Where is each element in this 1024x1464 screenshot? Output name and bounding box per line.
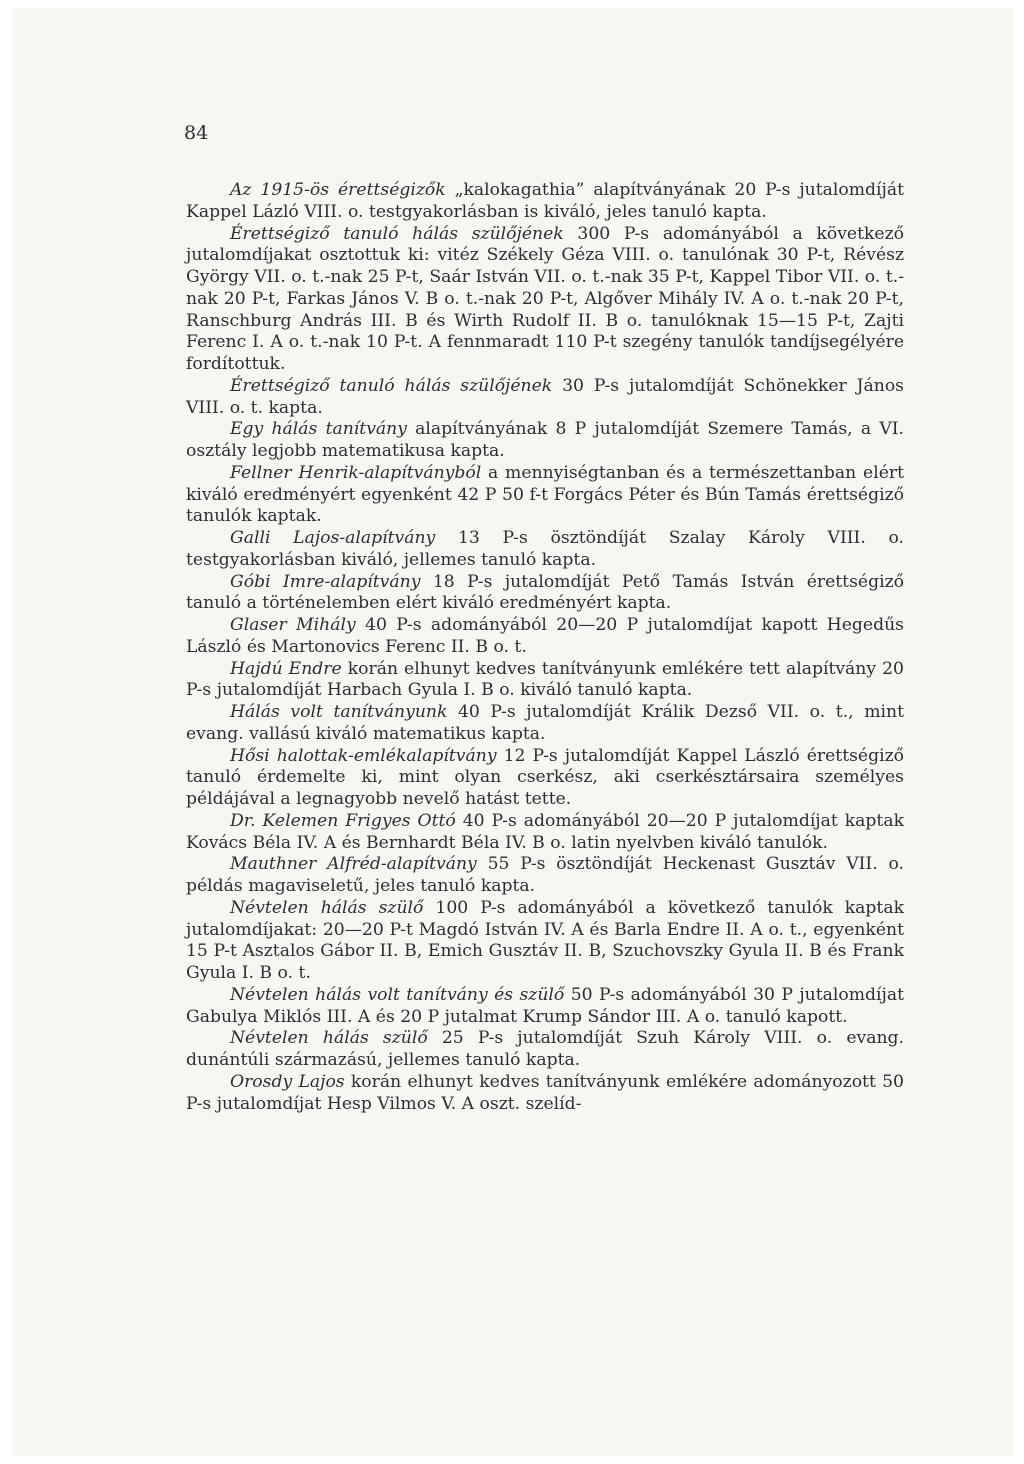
paragraph-lead: Galli Lajos-alapítvány <box>230 528 436 548</box>
paragraph-text: 13 P-s ösztöndíját Szalay Károly VIII. o. testgyakorlásban kiváló, jellemes tanuló kapta. <box>186 528 905 570</box>
paragraph-lead: Névtelen hálás szülő <box>230 897 424 918</box>
paragraph <box>186 702 904 746</box>
paragraph <box>186 811 904 855</box>
paragraph <box>186 463 904 528</box>
paragraph-text: 100 P-s adományából a következő tanulók kaptak jutalomdíjakat: 20—20 P-t Magdó István IV. A és Barla Endre II. A o. t., egyenként 15 P-t Asztalos Gábor II. B, Emich Gusztáv II. B, Szuchovszky Gyula II. B és Frank Gyula I. B o. t. <box>186 897 905 983</box>
paragraph-lead: Egy hálás tanítvány <box>230 419 407 440</box>
paragraph <box>186 985 904 1029</box>
paragraph-lead: Mauthner Alfréd-alapítvány <box>230 854 477 875</box>
paragraph-lead: Fellner Henrik-alapítványból <box>230 462 482 483</box>
book-page <box>12 8 1014 1456</box>
paragraph-lead: Érettségiző tanuló hálás szülőjének <box>230 223 564 244</box>
paragraph <box>186 659 904 703</box>
paragraph-text: 50 P-s adományából 30 P jutalomdíjat Gabulya Miklós III. A és 20 P jutalmat Krump Sándor III. A o. tanuló kapott. <box>186 984 904 1027</box>
paragraph-lead: Névtelen hálás szülő <box>230 1028 428 1049</box>
paragraph-text: 40 P-s jutalomdíját Králik Dezső VII. o. t., mint evang. vallású kiváló matematikus kapta. <box>186 702 904 744</box>
paragraph-lead: Glaser Mihály <box>230 615 356 635</box>
paragraph-text: alapítványának 8 P jutalomdíját Szemere Tamás, a VI. osztály legjobb matematikusa kapta. <box>186 419 904 461</box>
paragraph-lead: Az 1915-ös érettségizők <box>230 180 446 200</box>
paragraph-text: 25 P-s jutalomdíját Szuh Károly VIII. o. evang. dunántúli származású, jellemes tanuló kapta. <box>186 1028 904 1070</box>
body-text <box>186 180 904 1115</box>
paragraph <box>186 419 904 463</box>
page-number: 84 <box>184 122 209 144</box>
paragraph <box>186 854 904 898</box>
paragraph-lead: Hálás volt tanítványunk <box>230 702 448 722</box>
paragraph-lead: Hajdú Endre <box>230 658 342 679</box>
paragraph-text: 300 P-s adományából a következő jutalomdíjakat osztottuk ki: vitéz Székely Géza VIII. o. tanulónak 30 P-t, Révész György VII. o. t.-nak 25 P-t, Saár István VII. o. t.-nak 35 P-t, Kappel Tibor VII. o. t.-nak 20 P-t, Farkas János V. B o. t.-nak 20 P-t, Algőver Mihály IV. A o. t.-nak 20 P-t, Ranschburg András III. B és Wirth Rudolf II. B o. tanulóknak 15—15 P-t, Zajti Ferenc I. A o. t.-nak 10 P-t. A fennmaradt 110 P-t szegény tanulók tandíjsegélyére fordítottuk. <box>186 223 904 374</box>
paragraph <box>186 1072 904 1116</box>
paragraph <box>186 746 904 811</box>
paragraph-text: a mennyiségtanban és a természettanban elért kiváló eredményért egyenként 42 P 50 f-t Forgács Péter és Bún Tamás érettségiző tanulók kaptak. <box>186 462 904 527</box>
paragraph-lead: Góbi Imre-alapítvány <box>230 571 421 592</box>
paragraph-lead: Orosdy Lajos <box>230 1071 345 1092</box>
paragraph-lead: Érettségiző tanuló hálás szülőjének <box>230 375 553 396</box>
paragraph-lead: Dr. Kelemen Frigyes Ottó <box>230 810 456 831</box>
paragraph <box>186 572 904 616</box>
paragraph-lead: Hősi halottak-emlékalapítvány <box>230 745 497 766</box>
paragraph-text: korán elhunyt kedves tanítványunk emlékére adományozott 50 P-s jutalomdíjat Hesp Vilmos V. A oszt. szelíd- <box>186 1071 904 1114</box>
paragraph-text: 30 P-s jutalomdíját Schönekker János VIII. o. t. kapta. <box>186 375 904 418</box>
paragraph-text: 12 P-s jutalomdíját Kappel László érettségiző tanuló érdemelte ki, mint olyan cserkész, aki cserkésztársaira személyes példájával a legnagyobb nevelő hatást tette. <box>186 745 904 809</box>
paragraph-text: 40 P-s adományából 20—20 P jutalomdíjat kapott Hegedűs László és Martonovics Ferenc II. B o. t. <box>186 615 904 657</box>
paragraph-text: 18 P-s jutalomdíját Pető Tamás István érettségiző tanuló a történelemben elért kiváló eredményért kapta. <box>186 571 904 614</box>
paragraph-text: „kalokagathia” alapítványának 20 P-s jutalomdíját Kappel Lázló VIII. o. testgyakorlásban is kiváló, jeles tanuló kapta. <box>186 180 905 222</box>
paragraph-text: 55 P-s ösztöndíját Heckenast Gusztáv VII. o. példás magaviseletű, jeles tanuló kapta. <box>186 854 904 896</box>
paragraph <box>186 224 904 376</box>
paragraph <box>186 528 904 572</box>
paragraph-text: 40 P-s adományából 20—20 P jutalomdíjat kaptak Kovács Béla IV. A és Bernhardt Béla IV. B o. latin nyelvben kiváló tanulók. <box>186 810 904 853</box>
paragraph-text: korán elhunyt kedves tanítványunk emlékére tett alapítvány 20 P-s jutalomdíját Harbach Gyula I. B o. kiváló tanuló kapta. <box>186 658 904 701</box>
paragraph <box>186 615 904 659</box>
paragraph <box>186 1028 904 1072</box>
paragraph <box>186 376 904 420</box>
paragraph-lead: Névtelen hálás volt tanítvány és szülő <box>230 984 565 1005</box>
paragraph <box>186 180 904 224</box>
paragraph <box>186 898 904 985</box>
